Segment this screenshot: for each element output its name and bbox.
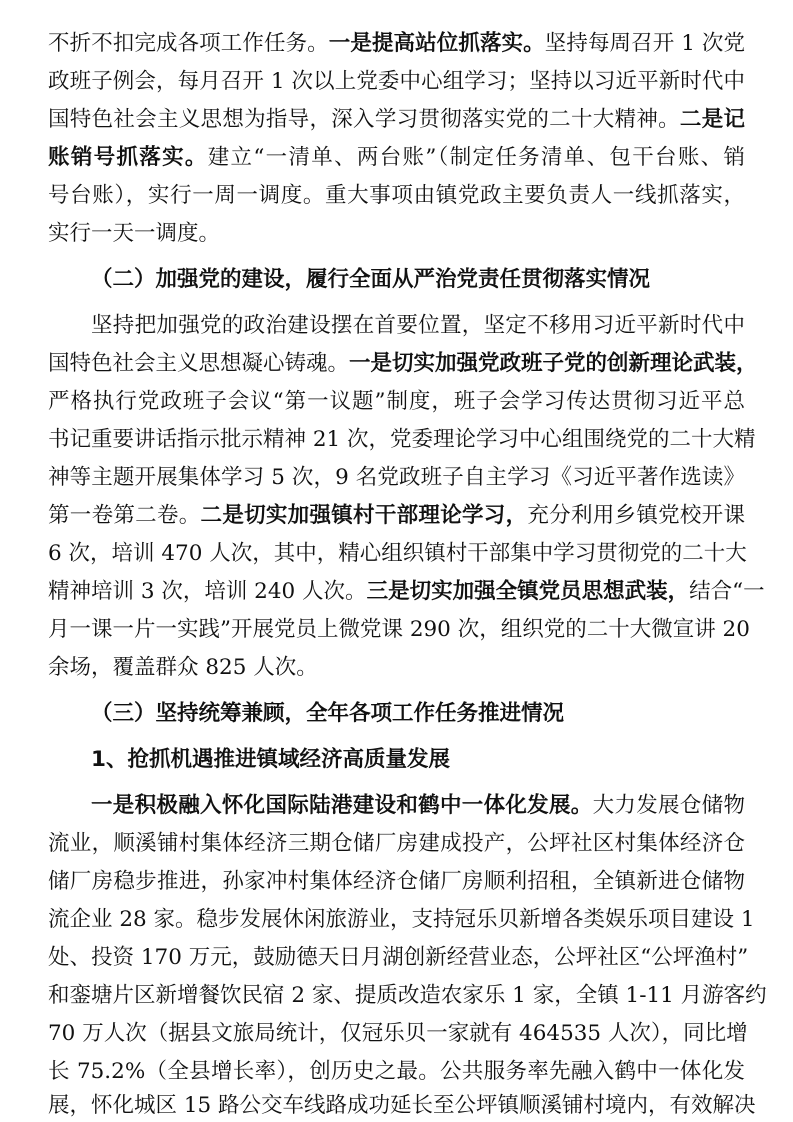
text-run: 国特色社会主义思想凝心铸魂。 bbox=[48, 351, 350, 376]
text-run: 建立“一清单、两台账”（制定任务清单、包干台账、销 bbox=[207, 145, 745, 170]
text-line: 实行一天一调度。 bbox=[48, 221, 221, 246]
section-heading: （三）坚持统筹兼顾，全年各项工作任务推进情况 bbox=[91, 701, 565, 726]
text-line: 和銮塘片区新增餐饮民宿 2 家、提质改造农家乐 1 家，全镇 1-11 月游客约 bbox=[48, 983, 767, 1008]
text-run: 充分利用乡镇党校开课 bbox=[527, 503, 745, 528]
sub-heading: 1、抢抓机遇推进镇域经济高质量发展 bbox=[91, 747, 450, 772]
text-line: 号台账），实行一周一调度。重大事项由镇党政主要负责人一线抓落实， bbox=[48, 183, 745, 208]
text-line: 储厂房稳步推进，孙家冲村集体经济仓储厂房顺利招租，全镇新进仓储物 bbox=[48, 869, 745, 894]
text-run: 第一卷第二卷。 bbox=[48, 503, 201, 528]
text-run: 国特色社会主义思想为指导，深入学习贯彻落实党的二十大精神。 bbox=[48, 107, 680, 132]
text-line bbox=[48, 144, 745, 172]
text-line: 展，怀化城区 15 路公交车线路成功延长至公坪镇顺溪铺村境内，有效解决 bbox=[48, 1093, 756, 1118]
text-run: 大力发展仓储物 bbox=[592, 793, 745, 818]
bold-lead: 二是切实加强镇村干部理论学习， bbox=[200, 503, 528, 528]
text-line: 严格执行党政班子会议“第一议题”制度，班子会学习传达贯彻习近平总 bbox=[48, 389, 745, 414]
text-line: 坚持把加强党的政治建设摆在首要位置，坚定不移用习近平新时代中 bbox=[91, 313, 745, 338]
text-line bbox=[48, 350, 758, 378]
section-heading: （二）加强党的建设，履行全面从严治党责任贯彻落实情况 bbox=[91, 267, 651, 292]
text-line: 70 万人次（据县文旅局统计，仅冠乐贝一家就有 464535 人次），同比增 bbox=[48, 1021, 748, 1046]
text-line: 月一课一片一实践”开展党员上微党课 290 次，组织党的二十大微宣讲 20 bbox=[48, 617, 750, 642]
bold-lead: 一是提高站位抓落实。 bbox=[328, 31, 545, 56]
text-line: 处、投资 170 万元，鼓励德天日月湖创新经营业态，公坪社区“公坪渔村” bbox=[48, 945, 749, 970]
bold-lead: 账销号抓落实。 bbox=[48, 145, 208, 170]
text-line: 6 次，培训 470 人次，其中，精心组织镇村干部集中学习贯彻党的二十大 bbox=[48, 541, 747, 566]
text-line bbox=[48, 30, 745, 58]
text-line: 神等主题开展集体学习 5 次，9 名党政班子自主学习《习近平著作选读》 bbox=[48, 465, 745, 490]
text-line bbox=[48, 106, 745, 134]
text-line: 流业，顺溪铺村集体经济三期仓储厂房建成投产，公坪社区村集体经济仓 bbox=[48, 831, 745, 856]
text-run: 不折不扣完成各项工作任务。 bbox=[48, 31, 329, 56]
text-run: 精神培训 3 次，培训 240 人次。 bbox=[48, 579, 367, 604]
bold-lead: 二是记 bbox=[679, 107, 745, 132]
text-line: 余场，覆盖群众 825 人次。 bbox=[48, 655, 318, 680]
text-line: 政班子例会，每月召开 1 次以上党委中心组学习；坚持以习近平新时代中 bbox=[48, 69, 745, 94]
bold-lead: 一是积极融入怀化国际陆港建设和鹤中一体化发展。 bbox=[91, 793, 593, 818]
text-line bbox=[48, 578, 765, 606]
text-line: 书记重要讲话指示批示精神 21 次，党委理论学习中心组围绕党的二十大精 bbox=[48, 427, 756, 452]
bold-lead: 三是切实加强全镇党员思想武装， bbox=[366, 579, 690, 604]
text-run: 结合“一 bbox=[689, 579, 765, 604]
text-line bbox=[48, 502, 745, 530]
text-line: 长 75.2%（全县增长率），创历史之最。公共服务率先融入鹤中一体化发 bbox=[48, 1059, 745, 1084]
text-run: 坚持每周召开 1 次党 bbox=[544, 31, 745, 56]
text-line bbox=[91, 792, 745, 820]
text-line: 流企业 28 家。稳步发展休闲旅游业，支持冠乐贝新增各类娱乐项目建设 1 bbox=[48, 907, 755, 932]
bold-lead: 一是切实加强党政班子党的创新理论武装， bbox=[349, 351, 758, 376]
